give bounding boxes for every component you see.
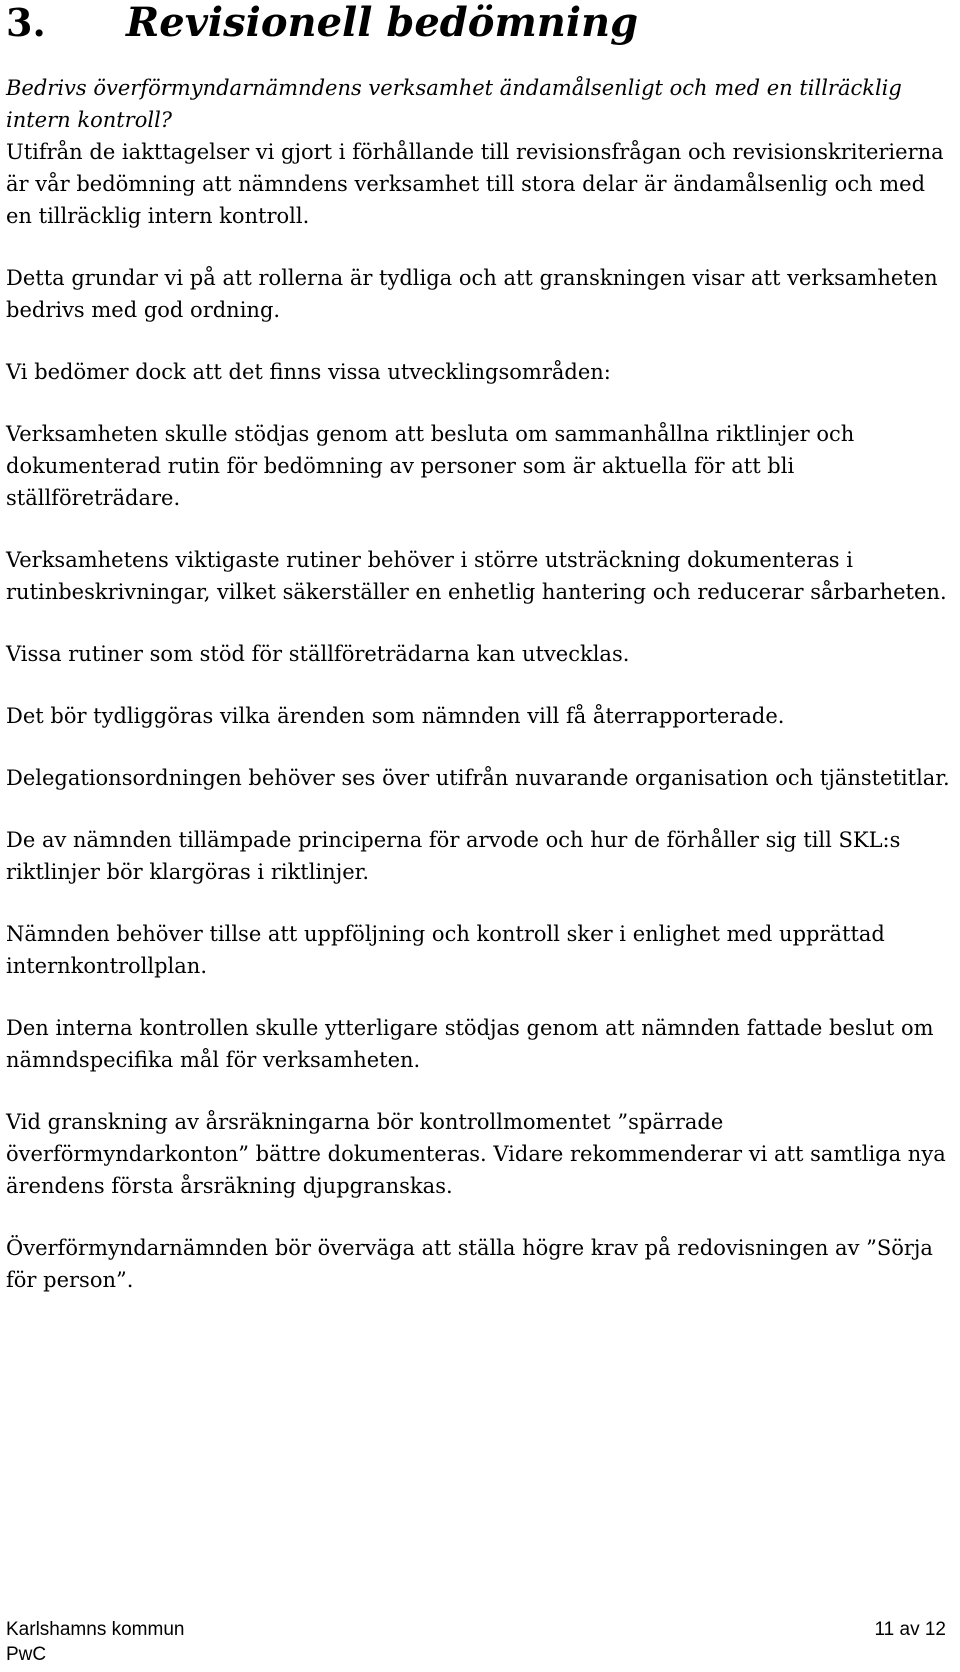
footer-organization: Karlshamns kommun bbox=[6, 1619, 185, 1640]
paragraph-internal-control-plan: Nämnden behöver tillse att uppföljning och kontroll sker i enlighet med upprättad internkontrollplan. bbox=[6, 922, 885, 978]
section-title: Revisionell bedömning bbox=[126, 0, 639, 46]
paragraph-guidelines: Verksamheten skulle stödjas genom att besluta om sammanhållna riktlinjer och dokumenterad rutin för bedömning av personer som är aktuella för att bli ställföreträdare. bbox=[6, 422, 855, 510]
paragraph-assessment: Utifrån de iakttagelser vi gjort i förhållande till revisionsfrågan och revisionskriterierna är vår bedömning att nämndens verksamhet till stora delar är ändamålsenlig och med en tillräcklig intern kontroll. bbox=[6, 140, 944, 228]
section-number: 3. bbox=[6, 0, 46, 45]
footer-company: PwC bbox=[6, 1644, 47, 1665]
audit-question: Bedrivs överförmyndarnämndens verksamhet ändamålsenligt och med en tillräcklig intern kontroll? bbox=[6, 76, 902, 132]
paragraph-annual-accounts: Vid granskning av årsräkningarna bör kontrollmomentet ”spärrade överförmyndarkonton” bättre dokumenteras. Vidare rekommenderar vi att samtliga nya ärendens första årsräkning djupgranskas. bbox=[6, 1110, 946, 1198]
paragraph-person-care: Överförmyndarnämnden bör överväga att ställa högre krav på redovisningen av ”Sörja för person”. bbox=[6, 1236, 933, 1292]
paragraph-development-intro: Vi bedömer dock att det finns vissa utvecklingsområden: bbox=[6, 360, 611, 384]
assessment-body bbox=[6, 136, 956, 1296]
paragraph-delegation: Delegationsordningen behöver ses över utifrån nuvarande organisation och tjänstetitlar. bbox=[6, 766, 950, 790]
paragraph-fees: De av nämnden tillämpade principerna för arvode och hur de förhåller sig till SKL:s riktlinjer bör klargöras i riktlinjer. bbox=[6, 828, 901, 884]
document-page bbox=[6, 0, 956, 1326]
section-heading bbox=[6, 0, 956, 48]
paragraph-routines: Verksamhetens viktigaste rutiner behöver i större utsträckning dokumenteras i rutinbeskrivningar, vilket säkerställer en enhetlig hantering och reducerar sårbarheten. bbox=[6, 548, 947, 604]
paragraph-reporting: Det bör tydliggöras vilka ärenden som nämnden vill få återrapporterade. bbox=[6, 704, 785, 728]
paragraph-support-routines: Vissa rutiner som stöd för ställföreträdarna kan utvecklas. bbox=[6, 642, 630, 666]
page-footer bbox=[6, 1617, 946, 1667]
paragraph-basis: Detta grundar vi på att rollerna är tydliga och att granskningen visar att verksamheten bedrivs med god ordning. bbox=[6, 266, 938, 322]
footer-page-number: 11 av 12 bbox=[874, 1619, 946, 1640]
paragraph-goals: Den interna kontrollen skulle ytterligare stödjas genom att nämnden fattade beslut om nämndspecifika mål för verksamheten. bbox=[6, 1016, 934, 1072]
